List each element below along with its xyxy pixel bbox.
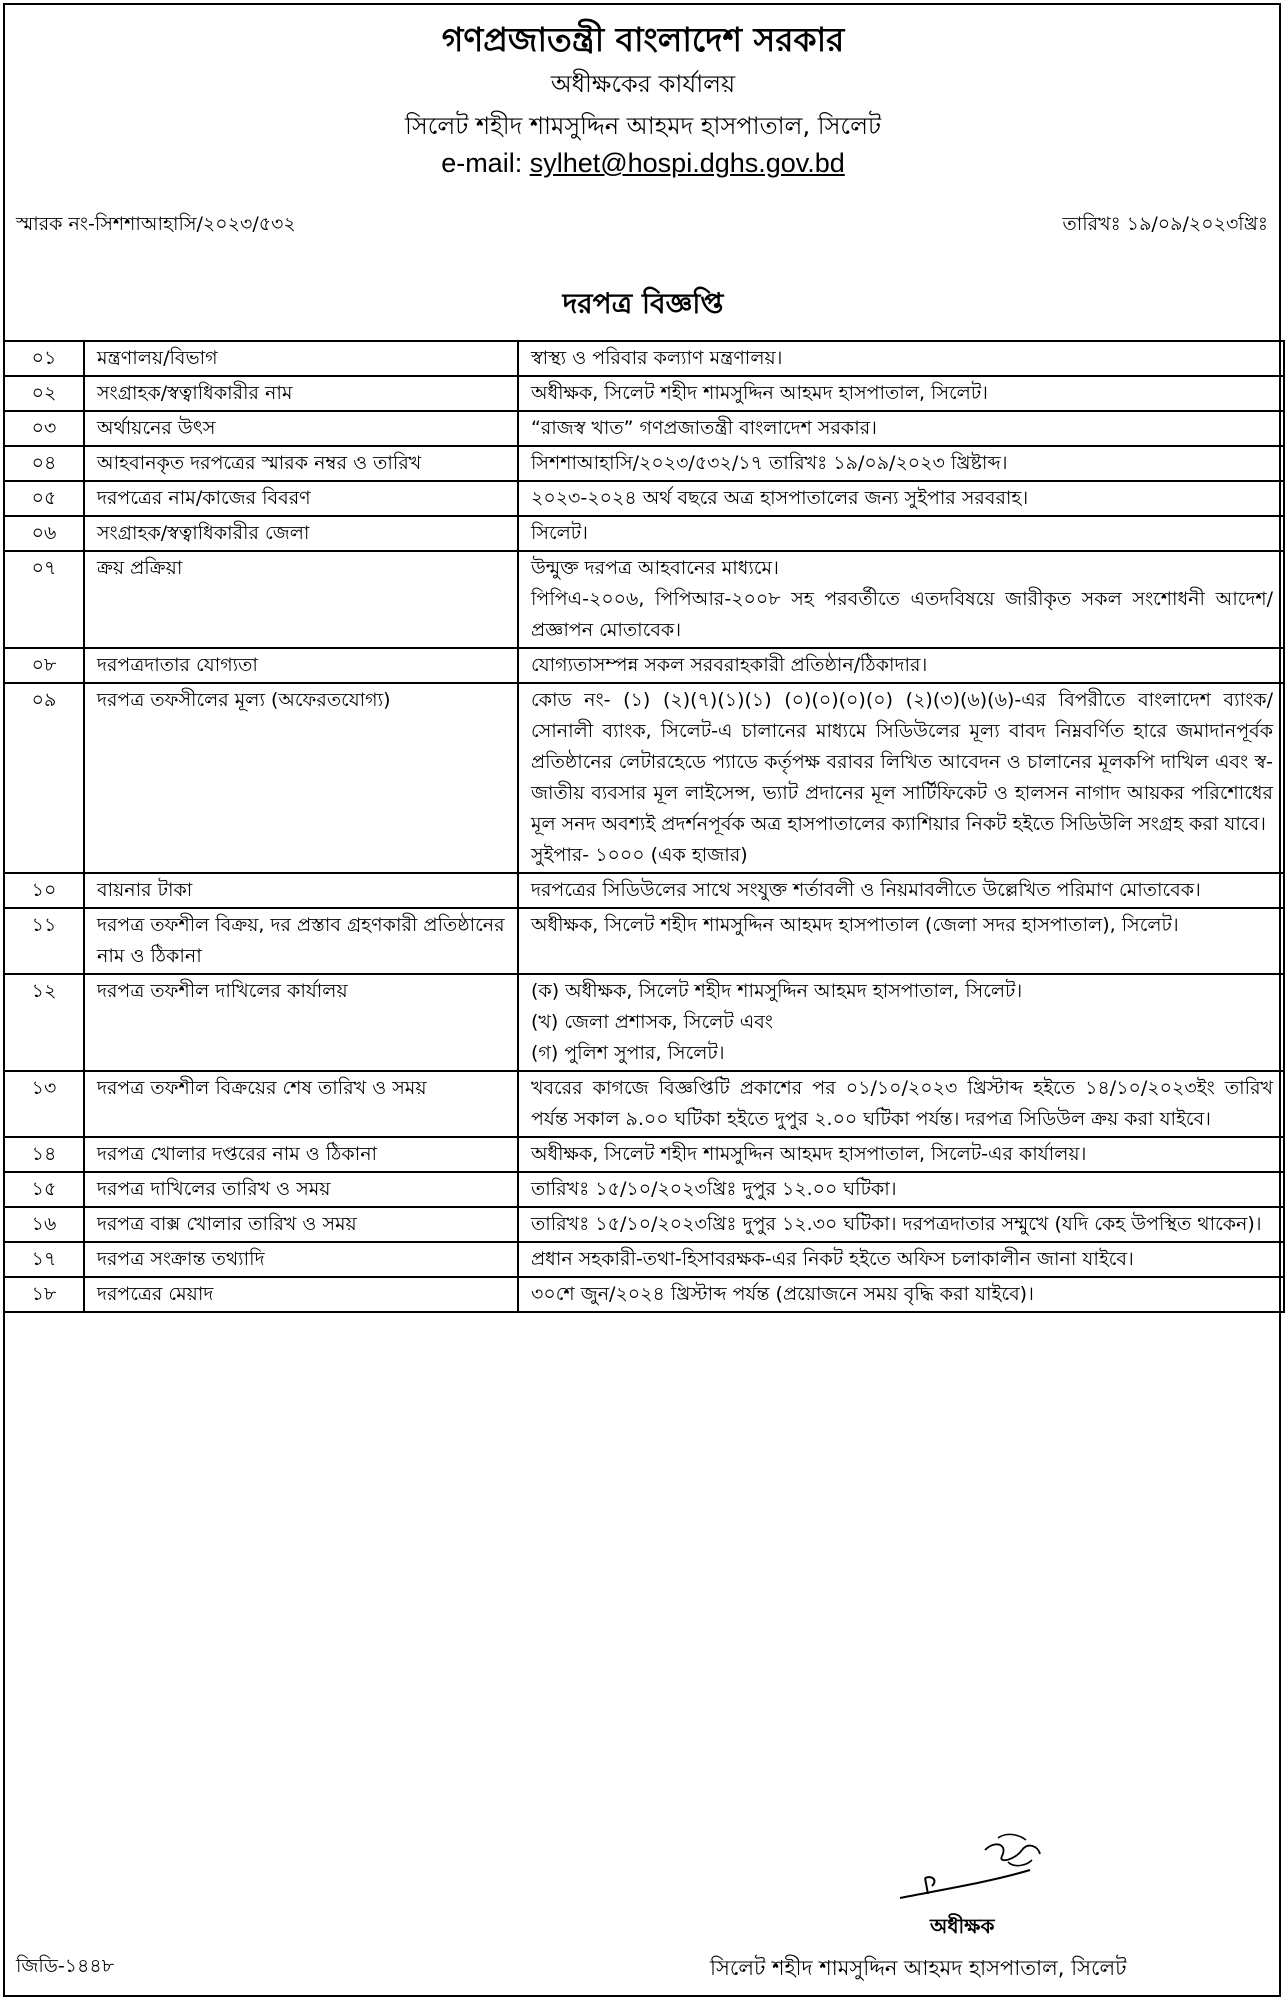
row-number: ০৮ [4,648,84,683]
row-value-line: দরপত্রের সিডিউলের সাথে সংযুক্ত শর্তাবলী ও নিয়মাবলীতে উল্লেখিত পরিমাণ মোতাবেক। [531,879,1201,901]
row-number: ১০ [4,873,84,908]
table-row [4,873,1284,908]
government-title: গণপ্রজাতন্ত্রী বাংলাদেশ সরকার [441,20,845,59]
row-value [518,376,1284,411]
row-label: আহবানকৃত দরপত্রের স্মারক নম্বর ও তারিখ [84,446,518,481]
row-label: দরপত্র তফসীলের মূল্য (অফেরতযোগ্য) [84,683,518,873]
table-row [4,974,1284,1071]
row-number: ০৩ [4,411,84,446]
row-value-line: সিশশাআহাসি/২০২৩/৫৩২/১৭ তারিখঃ ১৯/০৯/২০২৩ খ্রিষ্টাব্দ। [531,452,1008,474]
table-row [4,683,1284,873]
row-label: দরপত্রদাতার যোগ্যতা [84,648,518,683]
row-label: ক্রয় প্রক্রিয়া [84,551,518,648]
row-value [518,1277,1284,1312]
row-number: ১৭ [4,1242,84,1277]
row-label: দরপত্রের মেয়াদ [84,1277,518,1312]
row-number: ১২ [4,974,84,1071]
row-value [518,411,1284,446]
row-number: ০১ [4,341,84,376]
row-value-line: ২০২৩-২০২৪ অর্থ বছরে অত্র হাসপাতালের জন্য সুইপার সরবরাহ। [531,487,1029,509]
row-value-line: তারিখঃ ১৫/১০/২০২৩খ্রিঃ দুপুর ১২.০০ ঘটিকা। [531,1178,897,1200]
email-line [0,148,1286,179]
table-row [4,341,1284,376]
notice-title: দরপত্র বিজ্ঞপ্তি [562,287,724,320]
hospital-name: সিলেট শহীদ শামসুদ্দিন আহমদ হাসপাতাল, সিলেট [404,112,882,140]
row-value-line: অধীক্ষক, সিলেট শহীদ শামসুদ্দিন আহমদ হাসপাতাল, সিলেট-এর কার্যালয়। [531,1143,1087,1165]
table-row [4,411,1284,446]
row-value [518,908,1284,974]
signatory-office: সিলেট শহীদ শামসুদ্দিন আহমদ হাসপাতাল, সিলেট [710,1956,1127,1980]
row-number: ১৪ [4,1137,84,1172]
row-value [518,516,1284,551]
table-row [4,1172,1284,1207]
table-row [4,551,1284,648]
row-label: বায়নার টাকা [84,873,518,908]
row-value-line: তারিখঃ ১৫/১০/২০২৩খ্রিঃ দুপুর ১২.৩০ ঘটিকা। দরপত্রদাতার সম্মুখে (যদি কেহ উপস্থিত থাকেন)। [531,1213,1262,1235]
row-value-line: উন্মুক্ত দরপত্র আহবানের মাধ্যমে। [531,557,779,579]
row-value-line: (গ) পুলিশ সুপার, সিলেট। [531,1042,725,1064]
table-row [4,1137,1284,1172]
row-label: দরপত্র তফশীল বিক্রয়, দর প্রস্তাব গ্রহণকারী প্রতিষ্ঠানের নাম ও ঠিকানা [84,908,518,974]
row-value-line: প্রধান সহকারী-তথা-হিসাবরক্ষক-এর নিকট হইতে অফিস চলাকালীন জানা যাইবে। [531,1248,1134,1270]
row-value [518,873,1284,908]
row-value-line: ৩০শে জুন/২০২৪ খ্রিস্টাব্দ পর্যন্ত (প্রয়োজনে সময় বৃদ্ধি করা যাইবে)। [531,1283,1034,1305]
gd-number: জিডি-১৪৪৮ [16,1955,115,1977]
row-label: মন্ত্রণালয়/বিভাগ [84,341,518,376]
row-value-line: অধীক্ষক, সিলেট শহীদ শামসুদ্দিন আহমদ হাসপাতাল (জেলা সদর হাসপাতাল), সিলেট। [531,914,1179,936]
row-value-line: খবরের কাগজে বিজ্ঞপ্তিটি প্রকাশের পর ০১/১০/২০২৩ খ্রিস্টাব্দ হইতে ১৪/১০/২০২৩ইং তারিখ পর্যন্ত সকাল ৯.০০ ঘটিকা হইতে দুপুর ২.০০ ঘটিকা পর্যন্ত। দরপত্র সিডিউল ক্রয় করা যাইবে। [531,1077,1273,1130]
row-label: সংগ্রাহক/স্বত্বাধিকারীর জেলা [84,516,518,551]
table-row [4,481,1284,516]
row-value [518,648,1284,683]
row-value-line: সিলেট। [531,522,588,544]
row-value [518,446,1284,481]
row-value [518,683,1284,873]
row-value-line: (খ) জেলা প্রশাসক, সিলেট এবং [531,1011,773,1033]
row-number: ০২ [4,376,84,411]
row-value-line: সুইপার- ১০০০ (এক হাজার) [531,844,748,866]
row-value [518,481,1284,516]
table-row [4,1071,1284,1137]
row-value [518,1207,1284,1242]
table-row [4,1207,1284,1242]
table-row [4,648,1284,683]
row-number: ০৯ [4,683,84,873]
row-value-line: “রাজস্ব খাত” গণপ্রজাতন্ত্রী বাংলাদেশ সরকার। [531,417,877,439]
row-number: ০৭ [4,551,84,648]
row-label: সংগ্রাহক/স্বত্বাধিকারীর নাম [84,376,518,411]
row-number: ১৩ [4,1071,84,1137]
row-value-line: পিপিএ-২০০৬, পিপিআর-২০০৮ সহ পরবর্তীতে এতদবিষয়ে জারীকৃত সকল সংশোধনী আদেশ/প্রজ্ঞাপন মোতাবেক। [531,588,1273,641]
signature [880,1820,1080,1915]
table-row [4,446,1284,481]
memo-date: তারিখঃ ১৯/০৯/২০২৩খ্রিঃ [1062,213,1268,235]
row-number: ১৮ [4,1277,84,1312]
table-row [4,516,1284,551]
memo-reference: স্মারক নং-সিশশাআহাসি/২০২৩/৫৩২ [16,213,296,235]
row-value [518,1242,1284,1277]
row-value [518,974,1284,1071]
row-value [518,341,1284,376]
row-label: দরপত্র বাক্স খোলার তারিখ ও সময় [84,1207,518,1242]
table-row [4,1277,1284,1312]
table-row [4,908,1284,974]
row-value [518,551,1284,648]
signatory-designation: অধীক্ষক [930,1914,995,1938]
row-value-line: অধীক্ষক, সিলেট শহীদ শামসুদ্দিন আহমদ হাসপাতাল, সিলেট। [531,382,988,404]
row-value-line: যোগ্যতাসম্পন্ন সকল সরবরাহকারী প্রতিষ্ঠান/ঠিকাদার। [531,654,928,676]
row-value-line: কোড নং- (১) (২)(৭)(১)(১) (০)(০)(০)(০) (২)(৩)(৬)(৬)-এর বিপরীতে বাংলাদেশ ব্যাংক/সোনালী ব্যাংক, সিলেট-এ চালানের মাধ্যমে সিডিউলের মূল্য বাবদ নিম্নবর্ণিত হারে জমাদানপূর্বক প্রতিষ্ঠানের লেটারহেডে প্যাডে কর্তৃপক্ষ বরাবর লিখিত আবেদন ও চালানের মূলকপি দাখিল এবং স্ব-জাতীয় ব্যবসার মূল লাইসেন্স, ভ্যাট প্রদানের মূল সার্টিফিকেট ও হালসন নাগাদ আয়কর পরিশোধের মূল সনদ অবশ্যই প্রদর্শনপূর্বক অত্র হাসপাতালের ক্যাশিয়ার নিকট হইতে সিডিউলি সংগ্রহ করা যাবে। [531,689,1273,835]
email-link[interactable]: sylhet@hospi.dghs.gov.bd [529,148,845,178]
row-value [518,1137,1284,1172]
row-label: দরপত্র খোলার দপ্তরের নাম ও ঠিকানা [84,1137,518,1172]
office-title: অধীক্ষকের কার্যালয় [550,70,736,98]
row-number: ১১ [4,908,84,974]
table-row [4,376,1284,411]
row-label: দরপত্র তফশীল বিক্রয়ের শেষ তারিখ ও সময় [84,1071,518,1137]
row-label: অর্থায়নের উৎস [84,411,518,446]
row-number: ০৫ [4,481,84,516]
row-number: ০৪ [4,446,84,481]
row-value [518,1071,1284,1137]
row-label: দরপত্রের নাম/কাজের বিবরণ [84,481,518,516]
row-number: ০৬ [4,516,84,551]
tender-table [3,340,1285,1313]
row-label: দরপত্র তফশীল দাখিলের কার্যালয় [84,974,518,1071]
row-number: ১৫ [4,1172,84,1207]
row-value-line: (ক) অধীক্ষক, সিলেট শহীদ শামসুদ্দিন আহমদ হাসপাতাল, সিলেট। [531,980,1023,1002]
row-label: দরপত্র দাখিলের তারিখ ও সময় [84,1172,518,1207]
row-number: ১৬ [4,1207,84,1242]
row-value-line: স্বাস্থ্য ও পরিবার কল্যাণ মন্ত্রণালয়। [531,347,783,369]
table-row [4,1242,1284,1277]
email-label: e-mail: [441,148,530,178]
row-value [518,1172,1284,1207]
row-label: দরপত্র সংক্রান্ত তথ্যাদি [84,1242,518,1277]
